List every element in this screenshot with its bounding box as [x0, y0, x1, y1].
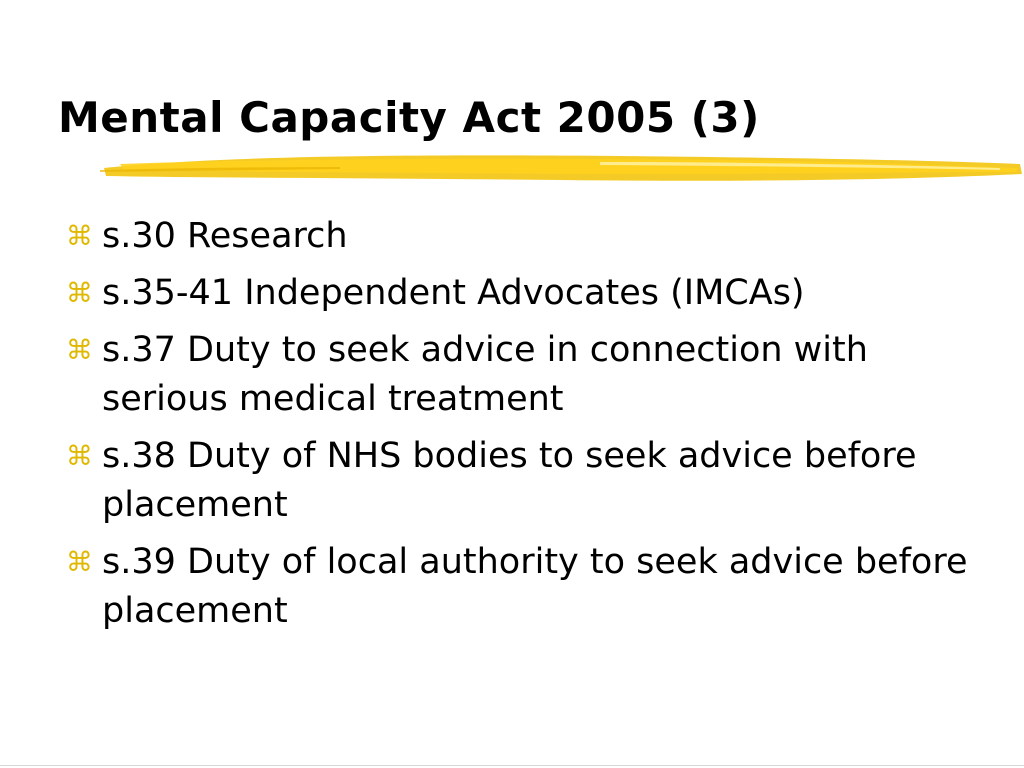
bullet-item — [66, 269, 996, 318]
command-key-icon: ⌘ — [66, 441, 93, 472]
slide-title: Mental Capacity Act 2005 (3) — [58, 93, 760, 142]
bullet-text: s.35-41 Independent Advocates (IMCAs) — [102, 273, 805, 313]
command-key-icon: ⌘ — [66, 221, 93, 252]
bullet-item — [66, 432, 996, 530]
bullet-list — [66, 212, 996, 644]
bullet-text: s.38 Duty of NHS bodies to seek advice before placement — [102, 436, 917, 525]
command-key-icon: ⌘ — [66, 335, 93, 366]
bullet-text: s.39 Duty of local authority to seek advice before placement — [102, 542, 968, 631]
bullet-text: s.30 Research — [102, 216, 348, 256]
bullet-item — [66, 538, 996, 636]
command-key-icon: ⌘ — [66, 547, 93, 578]
title-underline-brushstroke — [100, 150, 1024, 186]
bullet-text: s.37 Duty to seek advice in connection with serious medical treatment — [102, 330, 868, 419]
bullet-item — [66, 326, 996, 424]
bullet-item — [66, 212, 996, 261]
bottom-divider — [0, 765, 1024, 766]
command-key-icon: ⌘ — [66, 278, 93, 309]
